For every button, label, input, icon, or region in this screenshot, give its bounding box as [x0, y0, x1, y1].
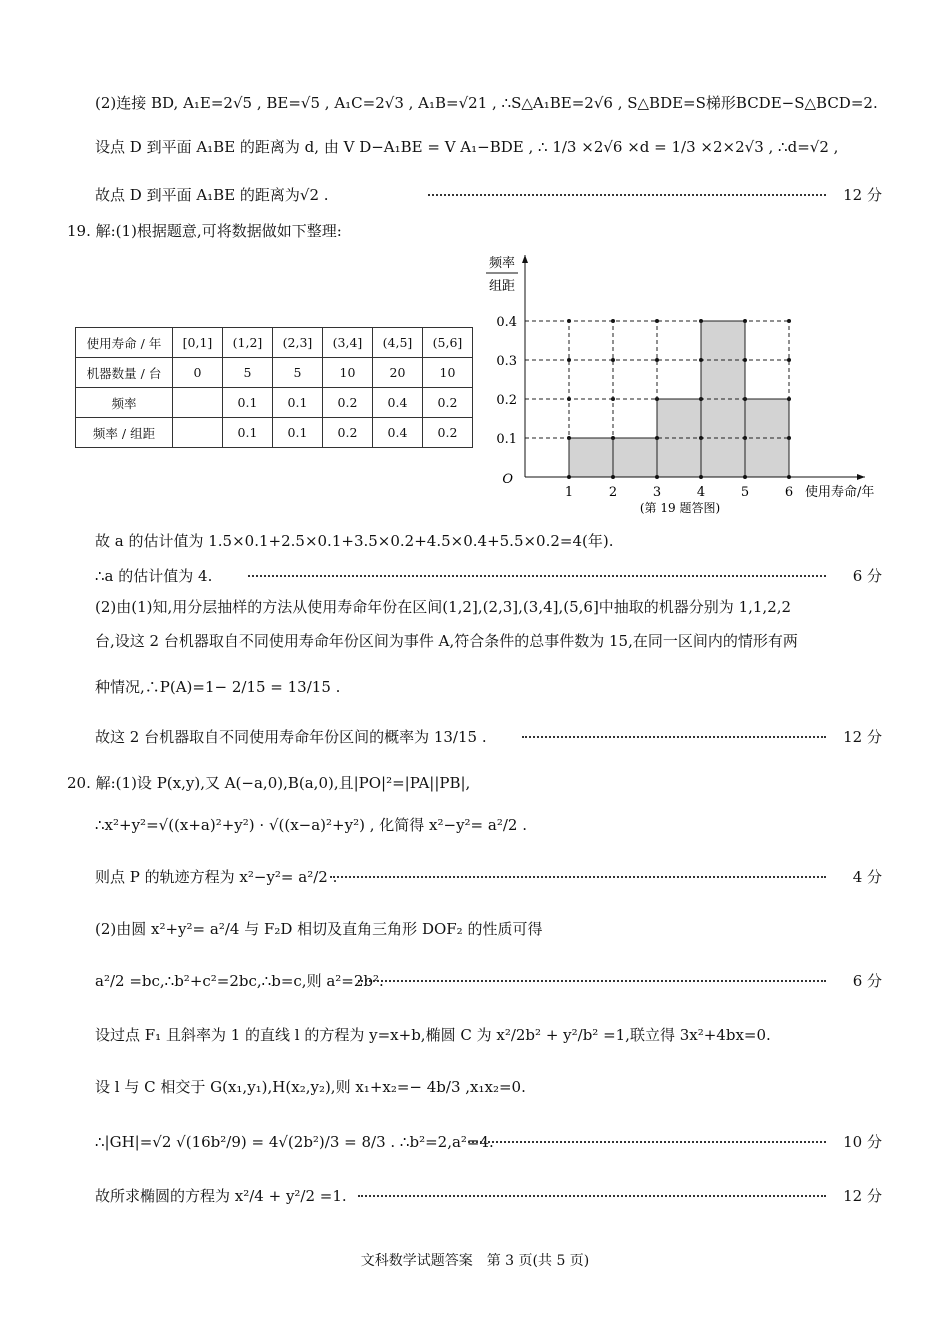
score: 12 分	[843, 186, 882, 204]
table-cell: (4,5]	[373, 328, 423, 358]
table-cell: 20	[373, 358, 423, 388]
table-cell: 0.4	[373, 388, 423, 418]
text-line: ∴a 的估计值为 4.	[95, 567, 213, 585]
y-tick-label: 0.4	[496, 315, 517, 330]
table-cell: 5	[223, 358, 273, 388]
text-line: (2)连接 BD, A₁E=2√5 , BE=√5 , A₁C=2√3 , A₁B=√21 , ∴S△A₁BE=2√6 , S△BDE=S梯形BCDE−S△BCD=2.	[95, 94, 878, 112]
table-cell: [0,1]	[173, 328, 223, 358]
score: 4 分	[852, 868, 882, 886]
question-19-heading: 19. 解:(1)根据题意,可将数据做如下整理:	[67, 222, 342, 240]
table-cell: (2,3]	[273, 328, 323, 358]
dot-leader	[428, 194, 826, 196]
table-cell: 0.1	[273, 418, 323, 448]
row-header: 频率 / 组距	[76, 418, 173, 448]
text-line: ∴|GH|=√2 √(16b²/9) = 4√(2b²)/3 = 8/3 . ∴b²=2,a²=4.	[95, 1133, 494, 1151]
chart-caption: (第 19 题答图)	[639, 501, 721, 515]
table-cell: (3,4]	[323, 328, 373, 358]
text-line: a²/2 =bc,∴b²+c²=2bc,∴b=c,则 a²=2b².	[95, 972, 384, 990]
table-cell	[173, 388, 223, 418]
x-tick-label: 5	[740, 485, 750, 500]
histogram-bar	[613, 438, 657, 477]
y-tick-label: 0.1	[496, 432, 517, 447]
y-tick-label: 0.2	[496, 393, 517, 408]
text-line: 则点 P 的轨迹方程为 x²−y²= a²/2 .	[95, 868, 338, 886]
table-row	[76, 418, 473, 448]
origin-label: O	[502, 472, 513, 487]
row-header: 频率	[76, 388, 173, 418]
text-line: 故 a 的估计值为 1.5×0.1+2.5×0.1+3.5×0.2+4.5×0.4+5.5×0.2=4(年).	[95, 532, 614, 550]
table-cell: 0	[173, 358, 223, 388]
dot-leader	[468, 1141, 826, 1143]
histogram	[470, 245, 890, 525]
text-line: 设点 D 到平面 A₁BE 的距离为 d, 由 V D−A₁BE = V A₁−BDE , ∴ 1/3 ×2√6 ×d = 1/3 ×2×2√3 , ∴d=√2 ,	[95, 138, 839, 156]
table-cell: 0.4	[373, 418, 423, 448]
dot-leader	[248, 575, 826, 577]
x-axis-label: 使用寿命/年	[805, 485, 875, 500]
score: 6 分	[852, 567, 882, 585]
dot-leader	[358, 980, 826, 982]
question-20-heading: 20. 解:(1)设 P(x,y),又 A(−a,0),B(a,0),且|PO|²=|PA||PB|,	[67, 774, 471, 792]
table-row	[76, 388, 473, 418]
text-line: 故点 D 到平面 A₁BE 的距离为√2 .	[95, 186, 329, 204]
page-footer: 文科数学试题答案 第 3 页(共 5 页)	[360, 1253, 590, 1269]
text-line: 设 l 与 C 相交于 G(x₁,y₁),H(x₂,y₂),则 x₁+x₂=− 4b/3 ,x₁x₂=0.	[95, 1078, 526, 1096]
x-tick-label: 4	[696, 485, 706, 500]
table-cell: 0.2	[323, 388, 373, 418]
score: 10 分	[843, 1133, 882, 1151]
table-cell: 0.1	[223, 418, 273, 448]
y-axis-label-top: 频率	[488, 256, 516, 271]
x-tick-label: 2	[608, 485, 618, 500]
table-cell: 0.2	[323, 418, 373, 448]
text-line: 故所求椭圆的方程为 x²/4 + y²/2 =1.	[95, 1187, 347, 1205]
dot-leader	[330, 876, 826, 878]
histogram-bar	[569, 438, 613, 477]
text-line: 设过点 F₁ 且斜率为 1 的直线 l 的方程为 y=x+b,椭圆 C 为 x²/2b² + y²/b² =1,联立得 3x²+4bx=0.	[95, 1026, 771, 1044]
table-cell: 0.1	[223, 388, 273, 418]
text-line: ∴x²+y²=√((x+a)²+y²) · √((x−a)²+y²) , 化简得 x²−y²= a²/2 .	[95, 816, 527, 834]
text-line: 种情况,∴P(A)=1− 2/15 = 13/15 .	[95, 678, 341, 696]
x-tick-label: 6	[784, 485, 794, 500]
score: 12 分	[843, 1187, 882, 1205]
x-tick-label: 1	[564, 485, 574, 500]
score: 12 分	[843, 728, 882, 746]
x-tick-label: 3	[652, 485, 662, 500]
dot-leader	[522, 736, 826, 738]
y-axis-label-bottom: 组距	[488, 279, 516, 294]
table-row	[76, 358, 473, 388]
table-cell: 0.1	[273, 388, 323, 418]
text-line: (2)由圆 x²+y²= a²/4 与 F₂D 相切及直角三角形 DOF₂ 的性质可得	[95, 920, 543, 938]
table-cell: 0.2	[423, 388, 473, 418]
table-cell: 10	[323, 358, 373, 388]
table-cell: 10	[423, 358, 473, 388]
x-axis-arrow-icon	[857, 474, 865, 480]
text-line: (2)由(1)知,用分层抽样的方法从使用寿命年份在区间(1,2],(2,3],(3,4],(5,6]中抽取的机器分别为 1,1,2,2	[95, 598, 792, 616]
score: 6 分	[852, 972, 882, 990]
data-table	[75, 327, 473, 448]
y-tick-label: 0.3	[496, 354, 517, 369]
table-cell: 0.2	[423, 418, 473, 448]
table-cell: (5,6]	[423, 328, 473, 358]
table-cell: (1,2]	[223, 328, 273, 358]
table-cell	[173, 418, 223, 448]
table-row	[76, 328, 473, 358]
text-line: 故这 2 台机器取自不同使用寿命年份区间的概率为 13/15 .	[95, 728, 487, 746]
row-header: 机器数量 / 台	[76, 358, 173, 388]
row-header: 使用寿命 / 年	[76, 328, 173, 358]
dot-leader	[358, 1195, 826, 1197]
text-line: 台,设这 2 台机器取自不同使用寿命年份区间为事件 A,符合条件的总事件数为 15,在同一区间内的情形有两	[95, 632, 798, 650]
y-axis-arrow-icon	[522, 255, 528, 263]
table-cell: 5	[273, 358, 323, 388]
